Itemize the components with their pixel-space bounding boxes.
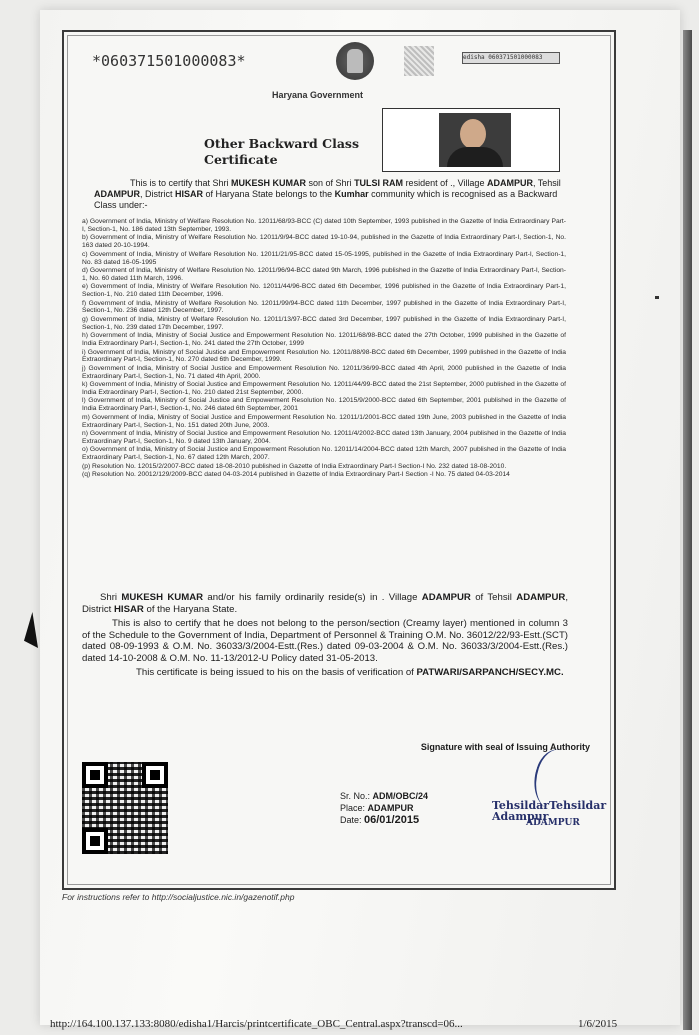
father-name: TULSI RAM [354,178,404,188]
state-emblem-icon [336,42,374,80]
residence-tehsil: ADAMPUR [516,592,566,603]
title-line-2 [204,152,359,168]
residence-text-2: and/or his family ordinarily reside(s) in . Village [203,592,422,603]
qr-finder [82,828,108,854]
intro-text-7: community which is recognised as a Backward Class under:- [94,189,558,210]
resolution-item: f) Government of India, Ministry of Welfare Resolution No. 12011/99/94-BCC dated 11th December, 1997 published in the Gazette of India Extraordinary Part-I, Section-1, No. 236 dated 12th December, 1997. [82,299,566,315]
intro-text-2: son of Shri [306,178,355,188]
print-date: 1/6/2015 [578,1018,618,1030]
intro-text-4: , Tehsil [532,178,561,188]
resolution-item: e) Government of India, Ministry of Welfare Resolution No. 12011/44/96-BCC dated 6th December, 1996 published in the Gazette of India Extraordinary Part-1, Section-1, No. 210 dated 11th December, 1996. [82,283,566,299]
intro-text-3: resident of ., Village [403,178,487,188]
residence-name: MUKESH KUMAR [121,592,204,603]
creamy-layer-paragraph: This is also to certify that he does not belong to the person/section (Creamy layer) mentioned in column 3 of the Schedule to the Government of India, Department of Personnel & Training O.M. No. 36012/22/93-Estt.(SCT) dated 08-09-1993 & O.M. No. 36033/3/2004-Estt.(Res.) dated 09-03-2004 & O.M. No. 36033/3/2004-Estt.(Res.) dated 14-10-2008 & O.M. No. 11-13/2012-U Policy dated 31-05-2013. [82,618,568,664]
serial-number-row [340,790,428,802]
intro-text-6: of Haryana State belongs to the [203,189,335,199]
applicant-photo [382,108,560,172]
resolution-list [82,218,566,480]
serial-value: ADM/OBC/24 [372,791,429,801]
photo-head [460,119,486,149]
residence-text-5: of the Haryana State. [143,603,238,615]
resolution-item: g) Government of India, Ministry of Welfare Resolution No. 12011/13/97-BCC dated 3rd December, 1997 published in the Gazette of India Extraordinary Part-I, Section-1, No. 239 dated 17th December, 1997. [82,315,566,331]
date-row [340,814,428,826]
resolution-item: (q) Resolution No. 20012/129/2009-BCC dated 04-03-2014 published in Gazette of India Extraordinary Part-I Section -I No. 75 dated 04-03-2014 [82,471,510,479]
resolution-item: d) Government of India, Ministry of Welfare Resolution No. 12011/96/94-BCC dated 9th March, 1996 published in the Gazette of India Extraordinary Part-I, Section-1, No. 60 dated 11th March, 1996. [82,266,566,282]
resolution-item: l) Government of India, Ministry of Social Justice and Empowerment Resolution No. 12015/9/2000-BCC dated 6th September, 2001 published in the Gazette of India Extraordinary Part-I, Section-1, No. 246 dated 6th September, 2001 [82,397,566,413]
photo-body [447,147,503,167]
certificate-title [204,136,359,168]
intro-district: HISAR [175,189,204,199]
place-row [340,802,428,814]
resolution-item: a) Government of India, Ministry of Welfare Resolution No. 12011/68/93-BCC (C) dated 10th September, 1993 published in the Gazette of India Extraordinary Part-I, Section-1, No. 186 dated 13th September, 1993. [82,218,566,233]
residence-village: ADAMPUR [421,592,471,603]
photo-image [439,113,511,167]
applicant-name: MUKESH KUMAR [231,178,307,188]
residence-text-1: Shri [100,592,122,603]
residence-district: HISAR [113,603,144,615]
qr-finder [142,762,168,788]
resolution-item: b) Government of India, Ministry of Welfare Resolution No. 12011/9/94-BCC dated 19-10-94, published in the Gazette of India Extraordinary Part-I, Section-1, No. 163 dated 20-10-1994. [82,234,566,250]
resolution-item: j) Government of India, Ministry of Social Justice and Empowerment Resolution No. 12011/36/99-BCC dated 4th April, 2000 published in the Gazette of India Extraordinary Part-I, Section-1, No. 71 dated 4th April, 2000. [82,364,566,380]
title-line-2-text: Certificate [204,152,278,167]
intro-text-5: , District [140,189,175,199]
residence-paragraph [82,592,568,615]
residence-text-4: , District [82,592,568,615]
ink-dot [655,296,659,299]
title-line-1: Other Backward Class [204,136,359,151]
intro-tehsil: ADAMPUR [94,189,140,199]
certificate [62,30,616,890]
print-url: http://164.100.137.133:8080/edisha1/Harcis/printcertificate_OBC_Central.aspx?transcd=06... [50,1018,463,1030]
resolution-item: h) Government of India, Ministry of Social Justice and Empowerment Resolution No. 12011/68/98-BCC dated the 27th October, 1999 published in the Gazette of India Extraordinary Part-I, Section-1, No. 241 dated the 27th October, 1999 [82,332,566,348]
tehsildar-stamp [492,800,614,829]
stamp-line-1: TehsildarTehsildar Adampur [492,799,607,823]
verified-by: PATWARI/SARPANCH/SECY.MC. [416,667,564,678]
intro-village: ADAMPUR [486,178,533,188]
resolution-item: k) Government of India, Ministry of Social Justice and Empowerment Resolution No. 12011/44/99-BCC dated the 21st September, 2000 published in the Gazette of India Extraordinary Part-I, Section-1, No. 210 dated 21st September, 2000. [82,381,566,397]
community-name: Kumhar [334,189,369,199]
serial-label: Sr. No.: [340,791,373,801]
barcode: edisha 060371501000083 [462,52,560,64]
basis-text: This certificate is being issued to his on the basis of verification of [136,667,417,678]
certificate-body [82,592,568,682]
issuing-government: Haryana Government [272,90,364,100]
issue-details [340,790,428,826]
basis-paragraph [82,667,568,679]
resolution-item: o) Government of India, Ministry of Social Justice and Empowerment Resolution No. 12011/14/2004-BCC dated 12th March, 2007 published in the Gazette of India Extraordinary Part-I, Section-1, No. 67 dated 12th March, 2007. [82,446,566,462]
instructions-note: For instructions refer to http://socialjustice.nic.in/gazenotif.php [62,892,295,902]
residence-text-3: of Tehsil [470,592,517,603]
resolution-item: c) Government of India, Ministry of Welfare Resolution No. 12011/21/95-BCC dated 15-05-1995, published in the Gazette of India Extraordinary Part-I, Section-1, No. 83 dated 16-05-1995 [82,250,566,266]
resolution-item: (p) Resolution No. 12015/2/2007-BCC dated 18-08-2010 published in Gazette of India Extraordinary Part-I Section-I No. 232 dated 18-08-2010. [82,462,507,470]
place-label: Place: [340,803,368,813]
ink-mark [24,612,38,648]
page-edge [683,30,692,1030]
intro-text-1: This is to certify that Shri [130,178,232,188]
resolution-item: m) Government of India, Ministry of Social Justice and Empowerment Resolution No. 12011/1/2001-BCC dated 19th June, 2003 published in the Gazette of India Extraordinary Part-I, Section-1, No. 151 dated 20th June, 2003. [82,413,566,429]
resolution-item: i) Government of India, Ministry of Social Justice and Empowerment Resolution No. 12011/88/98-BCC dated 6th December, 1999 published in the Gazette of India Extraordinary Part-I, Section-1, No. 270 dated 6th December, 1999. [82,348,566,364]
hologram-seal-icon [404,46,434,76]
date-value: 06/01/2015 [364,814,420,826]
qr-code-icon [82,762,168,854]
qr-finder [82,762,108,788]
certificate-number: *060371501000083* [92,52,246,70]
resolution-item: n) Government of India, Ministry of Social Justice and Empowerment Resolution No. 12011/4/2002-BCC dated 13th January, 2004 published in the Gazette of India Extraordinary Part-I, Section-1, No. 9 dated 13th January, 2004. [82,430,566,445]
signature-label: Signature with seal of Issuing Authority [420,742,590,752]
date-label: Date: [340,815,365,825]
place-value: ADAMPUR [367,803,414,813]
certification-intro [94,178,564,211]
stamp-line-2: ADAMPUR [526,818,580,828]
